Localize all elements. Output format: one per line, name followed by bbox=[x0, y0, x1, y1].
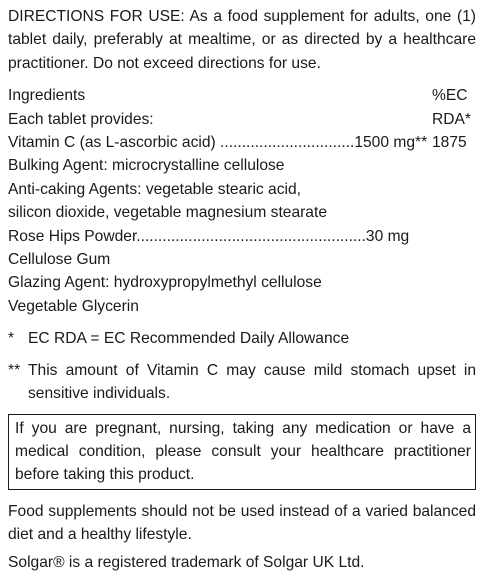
ingredient-text: Rose Hips Powder.....................................................30 mg bbox=[8, 227, 410, 245]
footnote-mark: ** bbox=[8, 361, 21, 379]
trademark-notice: Solgar® is a registered trademark of Solgar UK Ltd. bbox=[8, 553, 365, 571]
ingredient-text: Anti-caking Agents: vegetable stearic acid, bbox=[8, 180, 301, 198]
ingredient-row bbox=[8, 154, 476, 177]
footnote-text: This amount of Vitamin C may cause mild stomach upset in sensitive individuals. bbox=[28, 361, 476, 403]
ingredient-rda-value bbox=[430, 225, 476, 248]
ingredients-subheader-row bbox=[8, 108, 476, 131]
each-tablet-provides-label: Each tablet provides: bbox=[8, 110, 154, 128]
ingredient-text: Glazing Agent: hydroxypropylmethyl cellulose bbox=[8, 274, 322, 292]
footnote-mark: * bbox=[8, 330, 15, 348]
pregnancy-warning-box: If you are pregnant, nursing, taking any medication or have a medical condition, please consult your healthcare practitioner before taking this product. bbox=[8, 414, 476, 490]
ingredient-rda-value bbox=[430, 248, 476, 271]
footnote-text: EC RDA = EC Recommended Daily Allowance bbox=[28, 330, 350, 348]
ingredient-row bbox=[8, 178, 476, 201]
ingredient-row bbox=[8, 295, 476, 318]
ingredients-table bbox=[8, 84, 476, 318]
ingredient-row bbox=[8, 131, 476, 154]
ingredient-rda-value bbox=[430, 271, 476, 294]
ingredient-rows bbox=[8, 131, 476, 318]
footer bbox=[8, 500, 476, 574]
footnotes bbox=[8, 327, 476, 405]
supplement-statement: Food supplements should not be used instead of a varied balanced diet and a healthy lifestyle. bbox=[8, 502, 476, 544]
ingredient-rda-value bbox=[430, 295, 476, 318]
directions-for-use: DIRECTIONS FOR USE: As a food supplement for adults, one (1) tablet daily, preferably at mealtime, or as directed by a healthcare practitioner. Do not exceed directions for use. bbox=[8, 8, 476, 72]
footnote-rda bbox=[8, 327, 476, 350]
footnote-vitamin-c bbox=[8, 359, 476, 406]
ingredient-rda-value bbox=[430, 154, 476, 177]
ingredient-row bbox=[8, 201, 476, 224]
ingredient-row bbox=[8, 271, 476, 294]
ingredient-rda-value: 1875 bbox=[432, 134, 467, 152]
ingredient-text: Vitamin C (as L-ascorbic acid) ...............................1500 mg** bbox=[8, 134, 428, 152]
ingredient-rda-value bbox=[430, 201, 476, 224]
ingredient-row bbox=[8, 248, 476, 271]
ingredient-text: Cellulose Gum bbox=[8, 251, 111, 269]
ingredient-text: Bulking Agent: microcrystalline cellulose bbox=[8, 157, 285, 175]
ingredient-text: silicon dioxide, vegetable magnesium stearate bbox=[8, 204, 327, 222]
ingredients-heading: Ingredients bbox=[8, 87, 86, 105]
ec-heading: %EC bbox=[432, 87, 468, 105]
ingredient-rda-value bbox=[430, 178, 476, 201]
supplement-label bbox=[8, 5, 476, 578]
ingredients-header-row bbox=[8, 84, 476, 107]
ingredient-row bbox=[8, 225, 476, 248]
ingredient-text: Vegetable Glycerin bbox=[8, 297, 139, 315]
rda-heading: RDA* bbox=[432, 110, 471, 128]
